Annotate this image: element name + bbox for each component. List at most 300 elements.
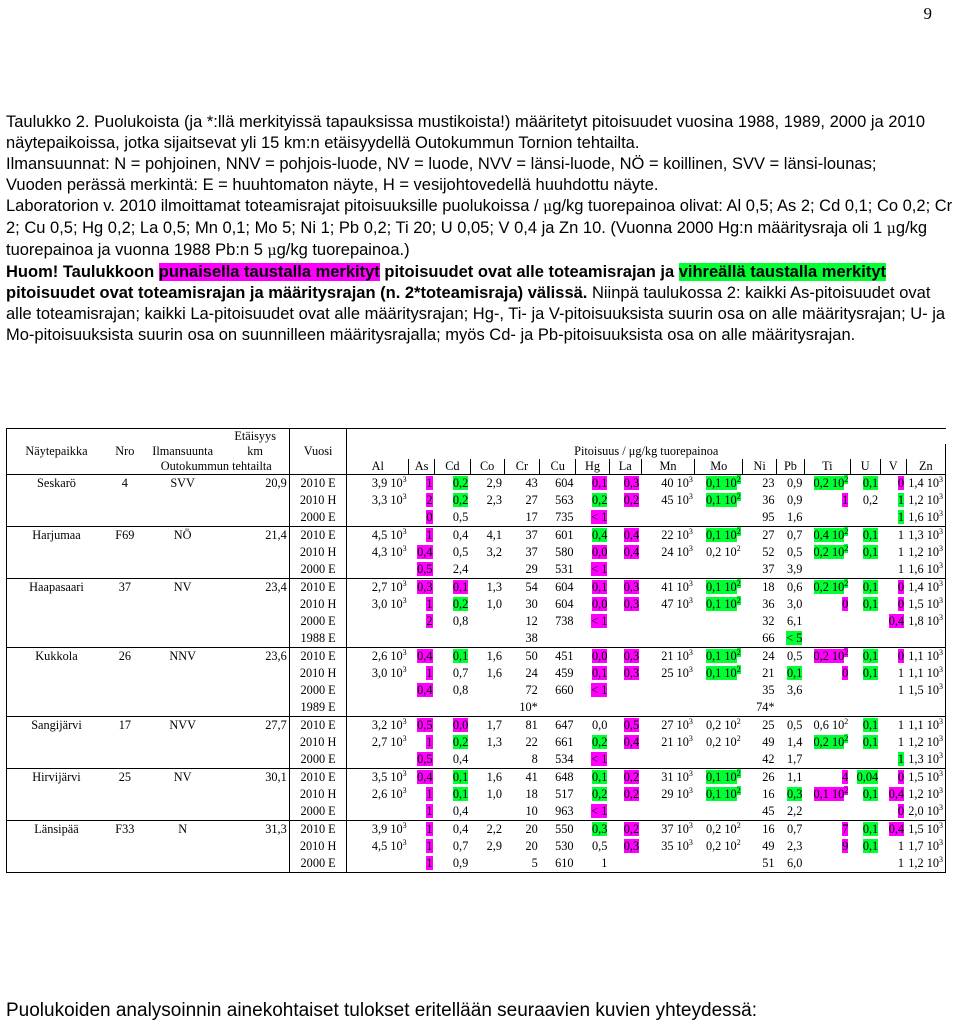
- direction-cell: NV: [144, 769, 222, 787]
- value-text: 451: [555, 649, 574, 663]
- value-text: 49: [762, 839, 775, 853]
- value-cell: [777, 734, 805, 751]
- value-cell: [409, 527, 435, 545]
- value-cell: [540, 786, 576, 803]
- value-cell: [641, 630, 695, 648]
- table-row: [7, 803, 946, 821]
- value-cell: [470, 682, 504, 699]
- value-cell: [906, 630, 945, 648]
- value-text: 1,4 10: [908, 476, 939, 490]
- value-cell: [906, 648, 945, 666]
- value-cell: [695, 544, 743, 561]
- value-cell: [470, 492, 504, 509]
- value-text: 1,6: [486, 770, 503, 784]
- header-distance-line2: km: [247, 444, 263, 458]
- value-text: 4,1: [486, 528, 503, 542]
- value-text: 0,3: [623, 476, 640, 490]
- value-cell: [743, 821, 777, 839]
- value-cell: [470, 751, 504, 769]
- value-text: 20: [525, 839, 538, 853]
- value-text: 0,0: [591, 649, 608, 663]
- value-cell: [470, 630, 504, 648]
- exponent: 3: [688, 768, 693, 778]
- value-cell: [576, 769, 610, 787]
- value-cell: [576, 665, 610, 682]
- year-cell: 2010 E: [289, 475, 347, 493]
- value-text: 3,9: [787, 562, 803, 576]
- value-text: 21: [762, 666, 775, 680]
- direction-cell: NV: [144, 579, 222, 597]
- value-cell: [850, 492, 880, 509]
- nro-cell: [106, 561, 144, 579]
- value-text: 23: [762, 476, 775, 490]
- exponent: 3: [939, 560, 943, 570]
- value-text: 0,7: [787, 822, 803, 836]
- value-cell: [906, 751, 945, 769]
- value-cell: [641, 734, 695, 751]
- value-cell: [804, 682, 850, 699]
- value-text: 2,3: [486, 493, 503, 507]
- value-text: 0,1 10: [705, 528, 737, 542]
- value-text: 21 10: [661, 735, 689, 749]
- header-element: Al: [347, 459, 409, 475]
- directions-legend: Ilmansuunnat: N = pohjoinen, NNV = pohjois-luode, NV = luode, NVV = länsi-luode, NÖ = koillinen, SVV = länsi-lounas;: [6, 155, 877, 173]
- direction-cell: [144, 561, 222, 579]
- note-rest: Niinpä taulukossa 2: kaikki As-pitoisuudet ovat alle toteamisrajan; kaikki La-pitoisuudet ovat alle määritysrajan; Hg-, Ti- ja V-pitoisuuksista suurin osa on alle määritysrajan; U- ja Mo-pitoisuuksista suurin osa on suunnilleen määritysrajalla; myös Cd- ja Pb-pitoisuuksista osa on alle määritysrajan.: [6, 284, 946, 344]
- value-text: 1,6 10: [908, 510, 939, 524]
- value-text: 0,8: [452, 614, 469, 628]
- year-cell: 2010 H: [289, 734, 347, 751]
- value-text: 0,3: [787, 787, 803, 801]
- site-cell: [7, 509, 106, 527]
- value-text: 0,1 10: [705, 770, 737, 784]
- value-text: 0,1 10: [705, 649, 737, 663]
- value-cell: [850, 751, 880, 769]
- header-element: Cd: [435, 459, 471, 475]
- value-text: 2,9: [486, 839, 503, 853]
- distance-cell: 23,4: [222, 579, 290, 597]
- nro-cell: 37: [106, 579, 144, 597]
- value-cell: [435, 665, 471, 682]
- value-text: 0,9: [787, 476, 803, 490]
- value-text: 0,5: [787, 718, 803, 732]
- exponent: 3: [402, 820, 407, 830]
- value-cell: [609, 579, 641, 597]
- exponent: 2: [736, 768, 741, 778]
- value-cell: [804, 734, 850, 751]
- value-cell: [850, 544, 880, 561]
- value-text: 37: [525, 545, 538, 559]
- exponent: 3: [402, 733, 407, 743]
- value-cell: [609, 492, 641, 509]
- direction-cell: [144, 509, 222, 527]
- value-cell: [470, 838, 504, 855]
- value-text: 0,1: [862, 718, 879, 732]
- exponent: 3: [688, 543, 693, 553]
- exponent: 3: [939, 768, 943, 778]
- value-cell: [695, 527, 743, 545]
- value-cell: [880, 769, 906, 787]
- value-text: 41: [525, 770, 538, 784]
- site-cell: [7, 630, 106, 648]
- exponent: 2: [736, 820, 741, 830]
- direction-cell: NNV: [144, 648, 222, 666]
- value-cell: [906, 596, 945, 613]
- value-cell: [906, 682, 945, 699]
- value-cell: [880, 527, 906, 545]
- value-cell: [540, 665, 576, 682]
- value-text: 0,5: [417, 562, 433, 576]
- value-text: 0,4: [623, 528, 640, 542]
- value-text: 31 10: [661, 770, 689, 784]
- value-cell: [435, 527, 471, 545]
- mu-symbol: μ: [886, 221, 896, 237]
- lab-limits: [6, 196, 954, 262]
- table-row: [7, 821, 946, 839]
- distance-cell: [222, 613, 290, 630]
- value-cell: [906, 492, 945, 509]
- value-cell: [641, 821, 695, 839]
- value-cell: [641, 838, 695, 855]
- value-cell: [743, 803, 777, 821]
- year-cell: 2010 E: [289, 648, 347, 666]
- value-text: 0,2: [623, 770, 640, 784]
- site-cell: [7, 492, 106, 509]
- distance-cell: [222, 665, 290, 682]
- value-text: 3,9 10: [371, 822, 403, 836]
- value-cell: [504, 699, 540, 717]
- value-text: 21 10: [661, 649, 689, 663]
- year-cell: 2010 H: [289, 786, 347, 803]
- value-cell: [609, 475, 641, 493]
- value-cell: [641, 596, 695, 613]
- value-text: 12: [525, 614, 538, 628]
- value-text: 647: [555, 718, 574, 732]
- value-cell: [880, 561, 906, 579]
- value-text: 10: [525, 804, 538, 818]
- value-text: 3,3 10: [371, 493, 403, 507]
- value-cell: [850, 561, 880, 579]
- header-element: U: [850, 459, 880, 475]
- exponent: 2: [736, 664, 741, 674]
- site-cell: Haapasaari: [7, 579, 106, 597]
- intro-text: [6, 112, 954, 346]
- value-text: 32: [762, 614, 775, 628]
- value-text: 0,1: [862, 580, 879, 594]
- value-cell: [804, 492, 850, 509]
- value-cell: [777, 751, 805, 769]
- site-cell: [7, 596, 106, 613]
- value-cell: [743, 734, 777, 751]
- value-text: 6,1: [787, 614, 803, 628]
- value-cell: [409, 855, 435, 873]
- value-text: 0,04: [856, 770, 879, 784]
- value-text: 1: [897, 562, 905, 576]
- value-text: 51: [762, 856, 775, 870]
- value-cell: [347, 579, 409, 597]
- value-text: 1,5 10: [908, 597, 939, 611]
- value-cell: [540, 596, 576, 613]
- value-cell: [906, 821, 945, 839]
- value-text: 4,3 10: [371, 545, 403, 559]
- exponent: 3: [688, 526, 693, 536]
- nro-cell: [106, 803, 144, 821]
- site-cell: [7, 855, 106, 873]
- value-cell: [504, 751, 540, 769]
- value-cell: [743, 786, 777, 803]
- value-text: 3,0 10: [371, 597, 403, 611]
- value-text: 1,3: [486, 735, 503, 749]
- value-text: 0,2: [452, 597, 469, 611]
- direction-cell: [144, 803, 222, 821]
- exponent: 3: [939, 474, 943, 484]
- header-direction: Ilmansuunta: [152, 444, 214, 458]
- distance-cell: 31,3: [222, 821, 290, 839]
- value-text: 8: [531, 752, 538, 766]
- value-text: 1: [426, 735, 433, 749]
- value-text: 1,7: [787, 752, 803, 766]
- value-cell: [409, 630, 435, 648]
- value-text: 0,1: [591, 770, 608, 784]
- value-text: 0,1: [862, 597, 879, 611]
- value-text: 648: [555, 770, 574, 784]
- value-cell: [609, 544, 641, 561]
- value-cell: [347, 734, 409, 751]
- value-text: 0,1 10: [705, 493, 737, 507]
- value-text: 0,2 10: [705, 735, 737, 749]
- value-cell: [470, 544, 504, 561]
- header-element: V: [880, 459, 906, 475]
- nro-cell: [106, 596, 144, 613]
- exponent: 3: [939, 612, 943, 622]
- header-element: Co: [470, 459, 504, 475]
- exponent: 3: [939, 508, 943, 518]
- value-text: 0: [842, 666, 849, 680]
- value-cell: [804, 579, 850, 597]
- value-cell: [609, 769, 641, 787]
- value-cell: [435, 699, 471, 717]
- table-row: [7, 596, 946, 613]
- value-cell: [777, 648, 805, 666]
- distance-cell: [222, 838, 290, 855]
- value-cell: [906, 527, 945, 545]
- header-site: Näytepaikka: [7, 444, 106, 459]
- value-cell: [347, 769, 409, 787]
- direction-cell: [144, 699, 222, 717]
- value-cell: [850, 699, 880, 717]
- value-text: 0,5: [417, 752, 433, 766]
- value-text: 0: [897, 580, 905, 594]
- value-text: 0,5: [452, 510, 469, 524]
- value-cell: [347, 527, 409, 545]
- value-text: 2,7 10: [371, 580, 403, 594]
- exponent: 3: [688, 664, 693, 674]
- exponent: 3: [402, 543, 407, 553]
- table-row: [7, 579, 946, 597]
- value-text: 4,5 10: [371, 528, 403, 542]
- site-cell: Harjumaa: [7, 527, 106, 545]
- value-cell: [743, 838, 777, 855]
- value-cell: [695, 492, 743, 509]
- value-cell: [347, 475, 409, 493]
- value-cell: [470, 613, 504, 630]
- exponent: 3: [402, 474, 407, 484]
- value-cell: [576, 699, 610, 717]
- value-text: 0,1: [452, 787, 469, 801]
- value-cell: [743, 579, 777, 597]
- year-cell: 2010 H: [289, 492, 347, 509]
- value-cell: [540, 544, 576, 561]
- value-text: 1: [426, 856, 433, 870]
- value-cell: [777, 527, 805, 545]
- value-text: 0: [897, 770, 905, 784]
- value-text: 37 10: [661, 822, 689, 836]
- value-text: 38: [525, 631, 538, 645]
- value-cell: [743, 769, 777, 787]
- value-text: 0,2: [591, 787, 608, 801]
- value-cell: [880, 630, 906, 648]
- value-cell: [347, 751, 409, 769]
- value-cell: [804, 769, 850, 787]
- year-cell: 2010 E: [289, 717, 347, 735]
- year-cell: 2000 E: [289, 561, 347, 579]
- direction-cell: [144, 734, 222, 751]
- distance-cell: [222, 561, 290, 579]
- value-cell: [743, 613, 777, 630]
- value-cell: [743, 717, 777, 735]
- table-row: [7, 838, 946, 855]
- header-element: Zn: [906, 459, 945, 475]
- exponent: 3: [688, 716, 693, 726]
- site-cell: Sangijärvi: [7, 717, 106, 735]
- value-text: 1,2 10: [908, 493, 939, 507]
- nro-cell: [106, 734, 144, 751]
- note-end: pitoisuudet ovat toteamisrajan ja määritysrajan (n. 2*toteamisraja) välissä.: [6, 284, 588, 302]
- header-element: As: [409, 459, 435, 475]
- value-text: 2,2: [787, 804, 803, 818]
- value-text: 1,3: [486, 580, 503, 594]
- distance-cell: 20,9: [265, 476, 287, 490]
- site-cell: [7, 751, 106, 769]
- value-text: 0,1: [862, 476, 879, 490]
- value-cell: [880, 699, 906, 717]
- year-cell: 2000 E: [289, 682, 347, 699]
- exponent: 2: [844, 526, 849, 536]
- value-cell: [609, 717, 641, 735]
- value-cell: [576, 717, 610, 735]
- value-text: 27: [525, 493, 538, 507]
- value-text: 35 10: [661, 839, 689, 853]
- value-cell: [641, 803, 695, 821]
- value-text: 3,0: [787, 597, 803, 611]
- value-text: 0,5: [417, 718, 433, 732]
- value-cell: [504, 717, 540, 735]
- value-cell: [470, 699, 504, 717]
- value-cell: [435, 561, 471, 579]
- value-cell: [906, 613, 945, 630]
- year-cell: 2010 H: [289, 544, 347, 561]
- value-cell: [347, 596, 409, 613]
- value-text: 1: [426, 476, 433, 490]
- direction-cell: SVV: [170, 476, 195, 490]
- value-text: 18: [525, 787, 538, 801]
- value-cell: [695, 751, 743, 769]
- exponent: 3: [402, 526, 407, 536]
- value-cell: [850, 734, 880, 751]
- value-cell: [906, 803, 945, 821]
- year-cell: 2000 E: [289, 803, 347, 821]
- value-cell: [906, 544, 945, 561]
- value-text: 6,0: [787, 856, 803, 870]
- value-cell: [880, 751, 906, 769]
- value-text: 0,4: [888, 614, 905, 628]
- value-cell: [804, 751, 850, 769]
- year-cell: 1988 E: [289, 630, 347, 648]
- value-text: 2,4: [452, 562, 469, 576]
- distance-cell: [222, 630, 290, 648]
- value-text: 2,7 10: [371, 735, 403, 749]
- value-text: 3,0 10: [371, 666, 403, 680]
- value-cell: [435, 717, 471, 735]
- value-cell: [435, 821, 471, 839]
- value-text: 27: [762, 528, 775, 542]
- value-cell: [609, 527, 641, 545]
- distance-cell: 23,6: [222, 648, 290, 666]
- value-text: 1,1 10: [908, 649, 939, 663]
- value-text: 0,1: [862, 787, 879, 801]
- value-text: 0,1 10: [705, 597, 737, 611]
- value-text: 0,0: [591, 545, 608, 559]
- value-text: 50: [525, 649, 538, 663]
- value-cell: [576, 613, 610, 630]
- value-text: 16: [762, 787, 775, 801]
- value-cell: [347, 561, 409, 579]
- nro-cell: [106, 492, 144, 509]
- nro-cell: [106, 509, 144, 527]
- value-text: 1,8 10: [908, 614, 939, 628]
- exponent: 3: [939, 802, 943, 812]
- exponent: 3: [402, 768, 407, 778]
- value-cell: [504, 803, 540, 821]
- value-text: 601: [555, 528, 574, 542]
- direction-cell: [144, 682, 222, 699]
- value-cell: [641, 648, 695, 666]
- distance-cell: [222, 509, 290, 527]
- value-cell: [695, 821, 743, 839]
- value-cell: [641, 509, 695, 527]
- value-cell: [435, 475, 471, 493]
- exponent: 3: [688, 647, 693, 657]
- value-cell: [576, 682, 610, 699]
- exponent: 3: [939, 526, 943, 536]
- exponent: 3: [939, 750, 943, 760]
- value-text: 0,9: [787, 493, 803, 507]
- value-cell: [777, 544, 805, 561]
- exponent: 3: [939, 716, 943, 726]
- value-text: 25: [762, 718, 775, 732]
- value-text: 0,1: [452, 770, 469, 784]
- site-cell: [7, 734, 106, 751]
- value-cell: [695, 734, 743, 751]
- value-cell: [409, 648, 435, 666]
- value-text: 52: [762, 545, 775, 559]
- exponent: 3: [688, 733, 693, 743]
- nro-cell: [106, 786, 144, 803]
- value-cell: [906, 561, 945, 579]
- site-cell: Seskarö: [7, 475, 106, 493]
- value-cell: [540, 613, 576, 630]
- value-text: 0,4: [452, 528, 469, 542]
